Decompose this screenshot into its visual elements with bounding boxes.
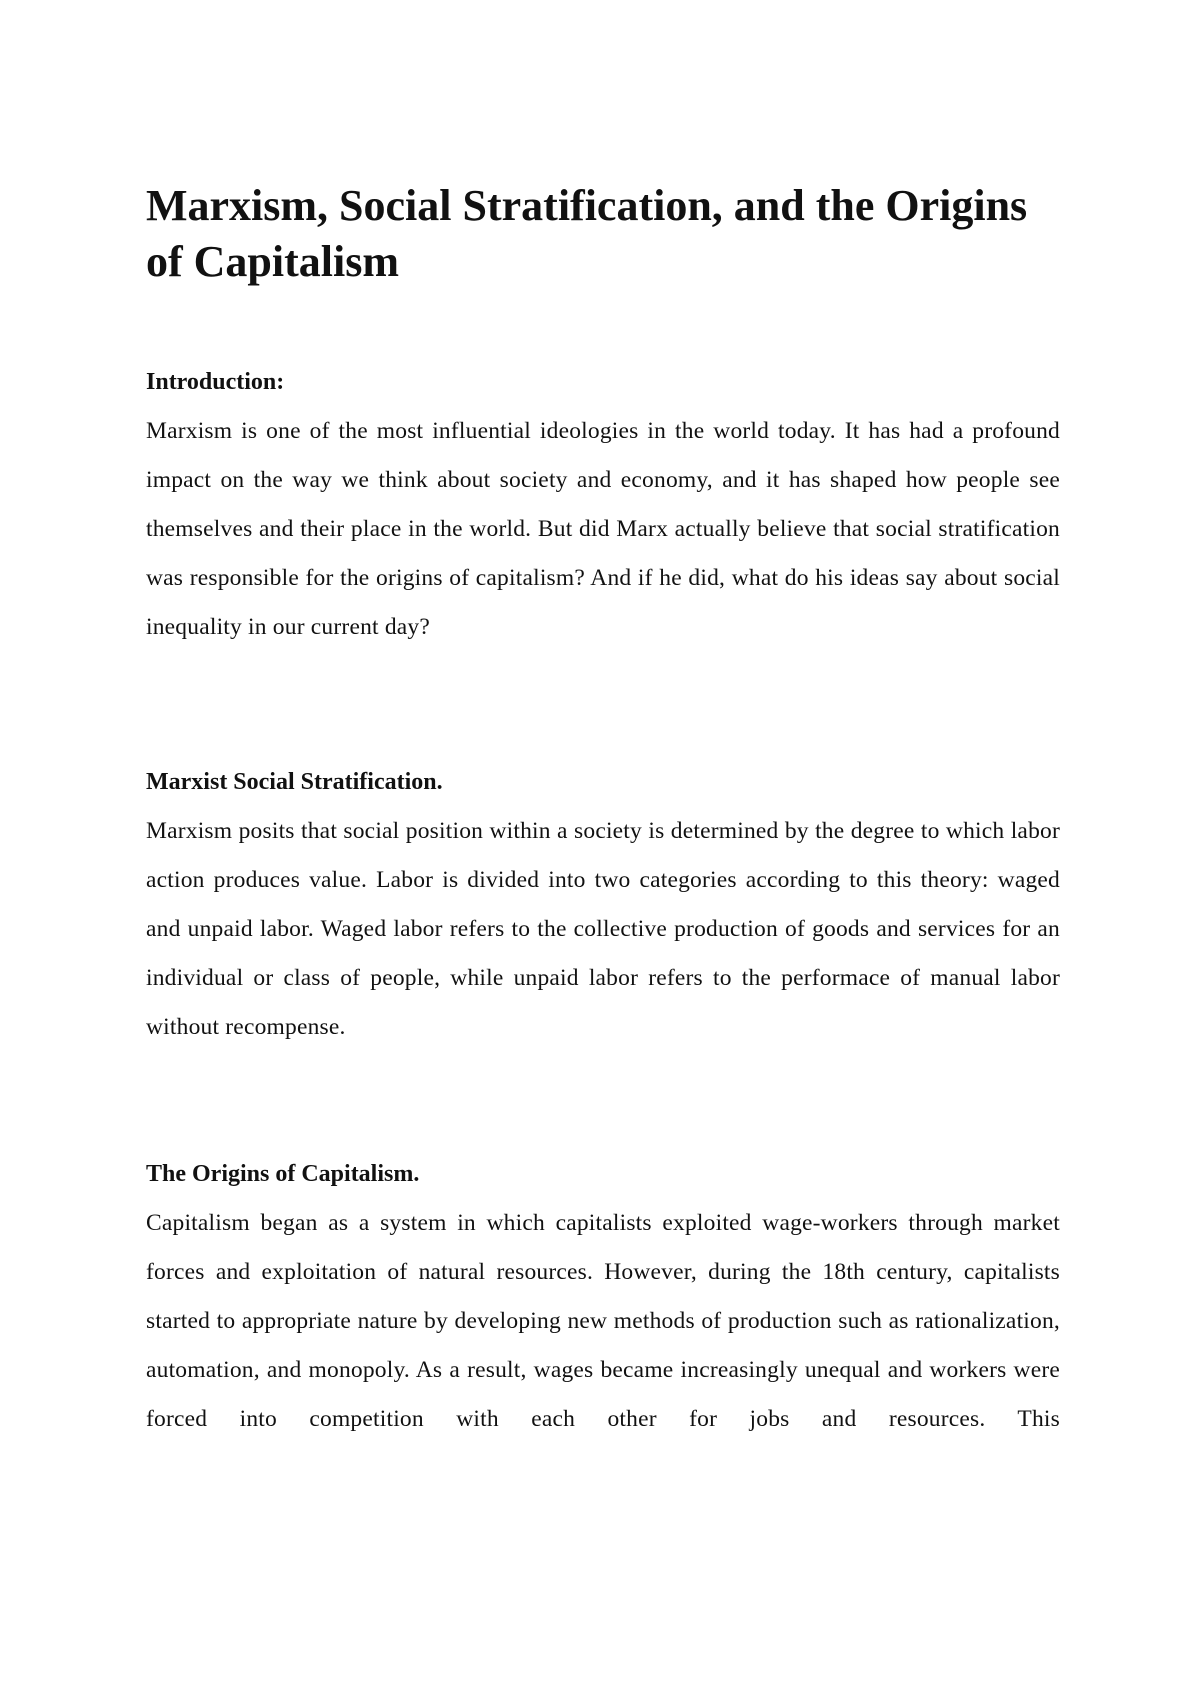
section-paragraph: Marxism is one of the most influential ideologies in the world today. It has had a profound impact on the way we think about society and economy, and it has shaped how people see themselves and their place in the world. But did Marx actually believe that social stratification was responsible for the origins of capitalism? And if he did, what do his ideas say about social inequality in our current day? bbox=[146, 418, 1060, 640]
section-paragraph: Capitalism began as a system in which capitalists exploited wage-workers through market forces and exploitation of natural resources. However, during the 18th century, capitalists started to appropriate nature by developing new methods of production such as rationalization, automation, and monopoly. As a result, wages became increasingly unequal and workers were forced into competition with each other for jobs and resources. This bbox=[146, 1210, 1060, 1432]
section-heading: The Origins of Capitalism. bbox=[146, 1161, 420, 1187]
section-heading: Marxist Social Stratification. bbox=[146, 769, 443, 795]
document-title: Marxism, Social Stratification, and the Origins of Capitalism bbox=[146, 181, 1028, 286]
section-origins-of-capitalism bbox=[146, 1150, 1060, 1444]
section-marxist-social-stratification bbox=[146, 758, 1060, 1052]
section-introduction bbox=[146, 358, 1060, 652]
section-heading: Introduction: bbox=[146, 369, 285, 395]
section-paragraph: Marxism posits that social position within a society is determined by the degree to which labor action produces value. Labor is divided into two categories according to this theory: waged and unpaid labor. Waged labor refers to the collective production of goods and services for an individual or class of people, while unpaid labor refers to the performace of manual labor without recompense. bbox=[146, 818, 1060, 1040]
